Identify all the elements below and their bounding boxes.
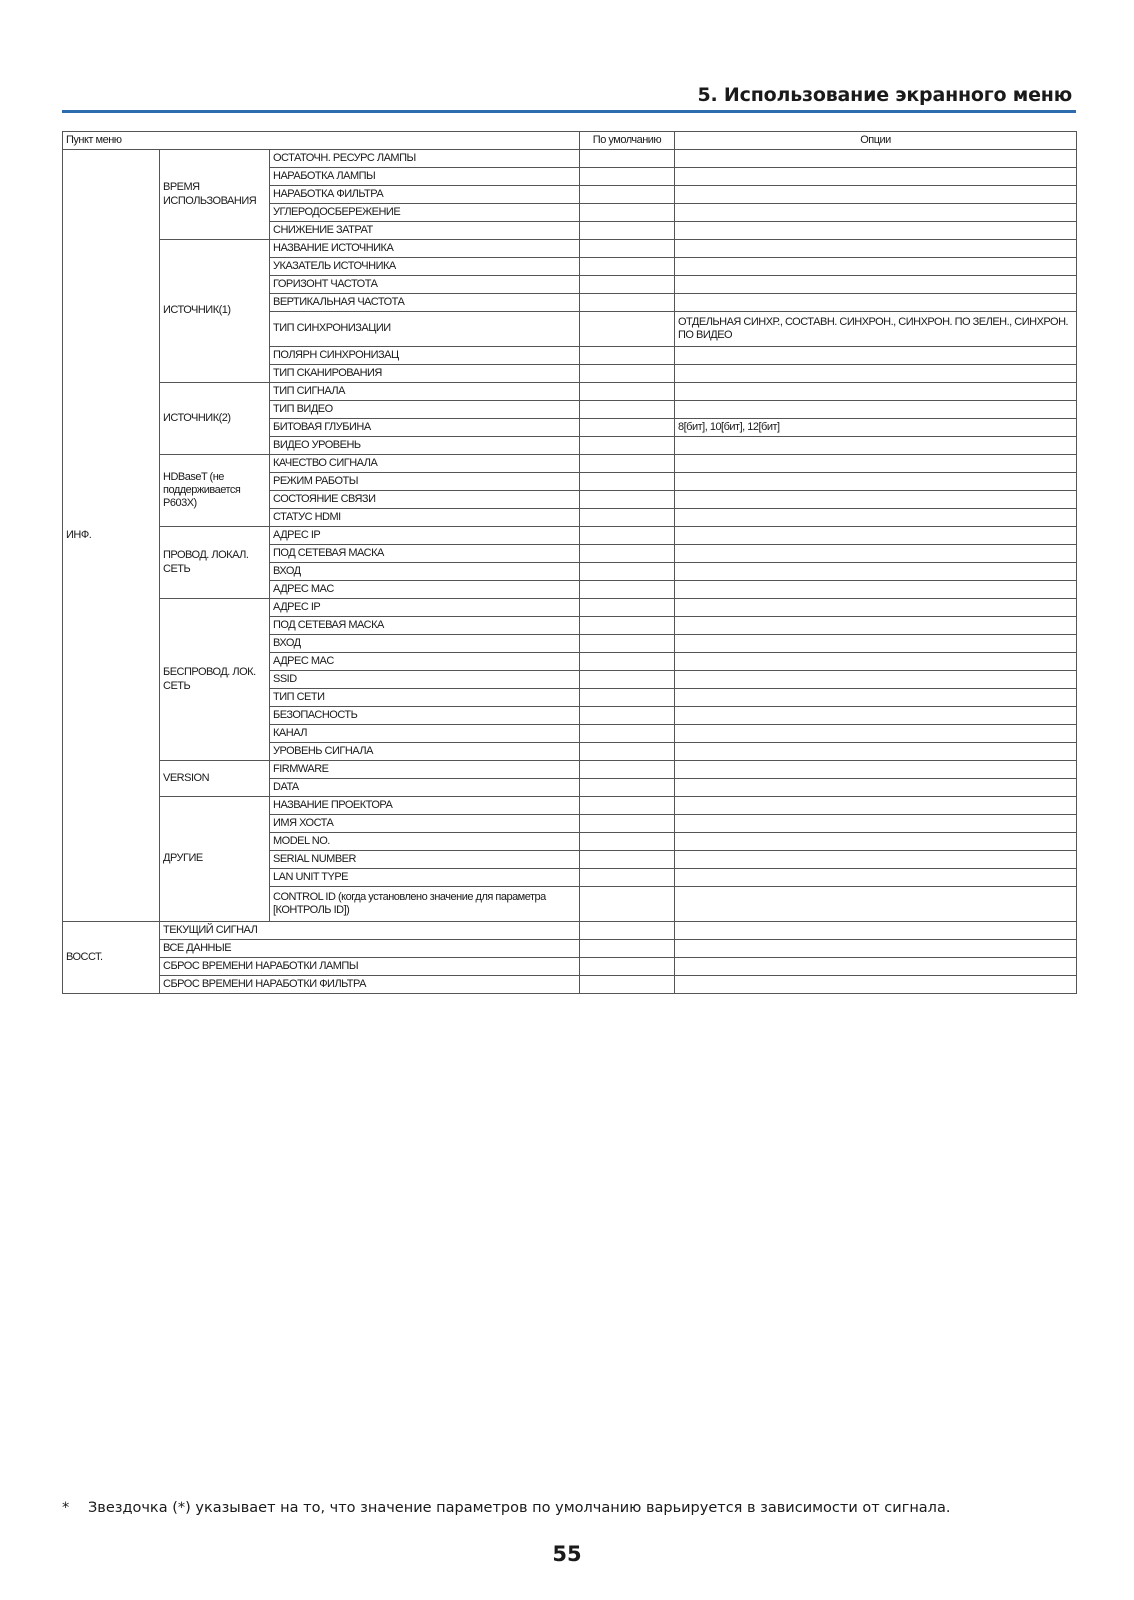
options-cell bbox=[675, 150, 1077, 168]
menu-item-cell: НАРАБОТКА ФИЛЬТРА bbox=[270, 186, 580, 204]
options-cell bbox=[675, 671, 1077, 689]
default-cell bbox=[580, 509, 675, 527]
menu-item-cell: ВХОД bbox=[270, 635, 580, 653]
options-cell bbox=[675, 437, 1077, 455]
menu-item-cell: SERIAL NUMBER bbox=[270, 851, 580, 869]
options-cell bbox=[675, 922, 1077, 940]
group-label: ВОССТ. bbox=[63, 922, 160, 994]
default-cell bbox=[580, 869, 675, 887]
default-cell bbox=[580, 833, 675, 851]
menu-item-cell: CONTROL ID (когда установлено значение для параметра [КОНТРОЛЬ ID]) bbox=[270, 887, 580, 922]
default-cell bbox=[580, 419, 675, 437]
default-cell bbox=[580, 527, 675, 545]
options-cell bbox=[675, 599, 1077, 617]
header-menu-item: Пункт меню bbox=[63, 132, 580, 150]
menu-item-cell: СБРОС ВРЕМЕНИ НАРАБОТКИ ЛАМПЫ bbox=[160, 958, 580, 976]
options-cell bbox=[675, 455, 1077, 473]
options-cell bbox=[675, 725, 1077, 743]
footnote bbox=[62, 1500, 950, 1516]
default-cell bbox=[580, 815, 675, 833]
default-cell bbox=[580, 599, 675, 617]
default-cell bbox=[580, 150, 675, 168]
default-cell bbox=[580, 940, 675, 958]
subgroup-label: VERSION bbox=[160, 761, 270, 797]
options-cell bbox=[675, 294, 1077, 312]
subgroup-label: БЕСПРОВОД. ЛОК. СЕТЬ bbox=[160, 599, 270, 761]
footnote-text: Звездочка (*) указывает на то, что значение параметров по умолчанию варьируется в зависимости от сигнала. bbox=[88, 1500, 951, 1516]
menu-item-cell: ТИП СИНХРОНИЗАЦИИ bbox=[270, 312, 580, 347]
options-cell bbox=[675, 887, 1077, 922]
default-cell bbox=[580, 365, 675, 383]
menu-item-cell: ПОД СЕТЕВАЯ МАСКА bbox=[270, 617, 580, 635]
default-cell bbox=[580, 617, 675, 635]
table-row bbox=[63, 527, 1077, 545]
subgroup-label: ИСТОЧНИК(1) bbox=[160, 240, 270, 383]
options-cell bbox=[675, 383, 1077, 401]
options-cell bbox=[675, 761, 1077, 779]
menu-item-cell: АДРЕС MAC bbox=[270, 581, 580, 599]
menu-items-table bbox=[62, 131, 1077, 994]
table-row bbox=[63, 455, 1077, 473]
options-cell bbox=[675, 545, 1077, 563]
menu-item-cell: ТИП СИГНАЛА bbox=[270, 383, 580, 401]
menu-item-cell: КАНАЛ bbox=[270, 725, 580, 743]
default-cell bbox=[580, 312, 675, 347]
table-row bbox=[63, 940, 1077, 958]
options-cell bbox=[675, 833, 1077, 851]
subgroup-label: ПРОВОД. ЛОКАЛ. СЕТЬ bbox=[160, 527, 270, 599]
menu-item-cell: НАЗВАНИЕ ИСТОЧНИКА bbox=[270, 240, 580, 258]
default-cell bbox=[580, 383, 675, 401]
options-cell bbox=[675, 815, 1077, 833]
table-row bbox=[63, 150, 1077, 168]
menu-item-cell: DATA bbox=[270, 779, 580, 797]
options-cell bbox=[675, 976, 1077, 994]
menu-item-cell: УКАЗАТЕЛЬ ИСТОЧНИКА bbox=[270, 258, 580, 276]
options-cell: ОТДЕЛЬНАЯ СИНХР., СОСТАВН. СИНХРОН., СИНХРОН. ПО ЗЕЛЕН., СИНХРОН. ПО ВИДЕО bbox=[675, 312, 1077, 347]
options-cell bbox=[675, 509, 1077, 527]
menu-item-cell: НАЗВАНИЕ ПРОЕКТОРА bbox=[270, 797, 580, 815]
default-cell bbox=[580, 797, 675, 815]
menu-item-cell: LAN UNIT TYPE bbox=[270, 869, 580, 887]
menu-item-cell: СНИЖЕНИЕ ЗАТРАТ bbox=[270, 222, 580, 240]
default-cell bbox=[580, 887, 675, 922]
options-cell bbox=[675, 401, 1077, 419]
options-cell bbox=[675, 940, 1077, 958]
options-cell: 8[бит], 10[бит], 12[бит] bbox=[675, 419, 1077, 437]
options-cell bbox=[675, 276, 1077, 294]
menu-item-cell: FIRMWARE bbox=[270, 761, 580, 779]
menu-item-cell: СТАТУС HDMI bbox=[270, 509, 580, 527]
menu-item-cell: ПОД СЕТЕВАЯ МАСКА bbox=[270, 545, 580, 563]
menu-item-cell: ВХОД bbox=[270, 563, 580, 581]
options-cell bbox=[675, 527, 1077, 545]
table-row bbox=[63, 922, 1077, 940]
default-cell bbox=[580, 922, 675, 940]
options-cell bbox=[675, 797, 1077, 815]
options-cell bbox=[675, 186, 1077, 204]
menu-item-cell: ВСЕ ДАННЫЕ bbox=[160, 940, 580, 958]
options-cell bbox=[675, 563, 1077, 581]
table-row bbox=[63, 240, 1077, 258]
options-cell bbox=[675, 365, 1077, 383]
table-row bbox=[63, 599, 1077, 617]
subgroup-label: ДРУГИЕ bbox=[160, 797, 270, 922]
header-divider bbox=[62, 110, 1076, 113]
menu-item-cell: MODEL NO. bbox=[270, 833, 580, 851]
default-cell bbox=[580, 473, 675, 491]
default-cell bbox=[580, 347, 675, 365]
default-cell bbox=[580, 186, 675, 204]
menu-item-cell: АДРЕС IP bbox=[270, 599, 580, 617]
menu-item-cell: АДРЕС MAC bbox=[270, 653, 580, 671]
default-cell bbox=[580, 222, 675, 240]
default-cell bbox=[580, 743, 675, 761]
options-cell bbox=[675, 617, 1077, 635]
options-cell bbox=[675, 743, 1077, 761]
options-cell bbox=[675, 653, 1077, 671]
options-cell bbox=[675, 258, 1077, 276]
default-cell bbox=[580, 671, 675, 689]
page-section-title: 5. Использование экранного меню bbox=[697, 84, 1072, 106]
table-row bbox=[63, 976, 1077, 994]
subgroup-label: ИСТОЧНИК(2) bbox=[160, 383, 270, 455]
default-cell bbox=[580, 455, 675, 473]
menu-item-cell: ТИП ВИДЕО bbox=[270, 401, 580, 419]
menu-item-cell: КАЧЕСТВО СИГНАЛА bbox=[270, 455, 580, 473]
menu-item-cell: БИТОВАЯ ГЛУБИНА bbox=[270, 419, 580, 437]
default-cell bbox=[580, 689, 675, 707]
menu-item-cell: ТЕКУЩИЙ СИГНАЛ bbox=[160, 922, 580, 940]
default-cell bbox=[580, 707, 675, 725]
table-row bbox=[63, 958, 1077, 976]
header-default: По умолчанию bbox=[580, 132, 675, 150]
default-cell bbox=[580, 258, 675, 276]
table-row bbox=[63, 797, 1077, 815]
default-cell bbox=[580, 761, 675, 779]
menu-item-cell: НАРАБОТКА ЛАМПЫ bbox=[270, 168, 580, 186]
menu-item-cell: ПОЛЯРН СИНХРОНИЗАЦ bbox=[270, 347, 580, 365]
options-cell bbox=[675, 491, 1077, 509]
default-cell bbox=[580, 563, 675, 581]
menu-item-cell: ОСТАТОЧН. РЕСУРС ЛАМПЫ bbox=[270, 150, 580, 168]
menu-item-cell: ТИП СКАНИРОВАНИЯ bbox=[270, 365, 580, 383]
options-cell bbox=[675, 473, 1077, 491]
table-row bbox=[63, 761, 1077, 779]
default-cell bbox=[580, 976, 675, 994]
table-row bbox=[63, 383, 1077, 401]
footnote-marker: * bbox=[62, 1500, 70, 1516]
subgroup-label: ВРЕМЯ ИСПОЛЬЗОВАНИЯ bbox=[160, 150, 270, 240]
menu-item-cell: ИМЯ ХОСТА bbox=[270, 815, 580, 833]
default-cell bbox=[580, 437, 675, 455]
options-cell bbox=[675, 779, 1077, 797]
menu-item-cell: БЕЗОПАСНОСТЬ bbox=[270, 707, 580, 725]
header-options: Опции bbox=[675, 132, 1077, 150]
menu-item-cell: ВИДЕО УРОВЕНЬ bbox=[270, 437, 580, 455]
default-cell bbox=[580, 204, 675, 222]
default-cell bbox=[580, 401, 675, 419]
options-cell bbox=[675, 707, 1077, 725]
default-cell bbox=[580, 779, 675, 797]
default-cell bbox=[580, 958, 675, 976]
default-cell bbox=[580, 294, 675, 312]
options-cell bbox=[675, 204, 1077, 222]
menu-item-cell: УГЛЕРОДОСБЕРЕЖЕНИЕ bbox=[270, 204, 580, 222]
options-cell bbox=[675, 635, 1077, 653]
default-cell bbox=[580, 545, 675, 563]
default-cell bbox=[580, 240, 675, 258]
default-cell bbox=[580, 635, 675, 653]
options-cell bbox=[675, 958, 1077, 976]
subgroup-label: HDBaseT (не поддерживается P603X) bbox=[160, 455, 270, 527]
menu-item-cell: УРОВЕНЬ СИГНАЛА bbox=[270, 743, 580, 761]
group-label: ИНФ. bbox=[63, 150, 160, 922]
options-cell bbox=[675, 168, 1077, 186]
default-cell bbox=[580, 725, 675, 743]
default-cell bbox=[580, 276, 675, 294]
table-header-row bbox=[63, 132, 1077, 150]
page-number: 55 bbox=[552, 1542, 582, 1566]
menu-item-cell: СОСТОЯНИЕ СВЯЗИ bbox=[270, 491, 580, 509]
options-cell bbox=[675, 347, 1077, 365]
default-cell bbox=[580, 653, 675, 671]
menu-item-cell: ГОРИЗОНТ ЧАСТОТА bbox=[270, 276, 580, 294]
options-cell bbox=[675, 851, 1077, 869]
menu-item-cell: РЕЖИМ РАБОТЫ bbox=[270, 473, 580, 491]
default-cell bbox=[580, 851, 675, 869]
menu-item-cell: АДРЕС IP bbox=[270, 527, 580, 545]
options-cell bbox=[675, 240, 1077, 258]
menu-item-cell: ТИП СЕТИ bbox=[270, 689, 580, 707]
menu-item-cell: SSID bbox=[270, 671, 580, 689]
options-cell bbox=[675, 689, 1077, 707]
options-cell bbox=[675, 869, 1077, 887]
menu-item-cell: СБРОС ВРЕМЕНИ НАРАБОТКИ ФИЛЬТРА bbox=[160, 976, 580, 994]
default-cell bbox=[580, 168, 675, 186]
menu-item-cell: ВЕРТИКАЛЬНАЯ ЧАСТОТА bbox=[270, 294, 580, 312]
options-cell bbox=[675, 581, 1077, 599]
options-cell bbox=[675, 222, 1077, 240]
default-cell bbox=[580, 491, 675, 509]
default-cell bbox=[580, 581, 675, 599]
